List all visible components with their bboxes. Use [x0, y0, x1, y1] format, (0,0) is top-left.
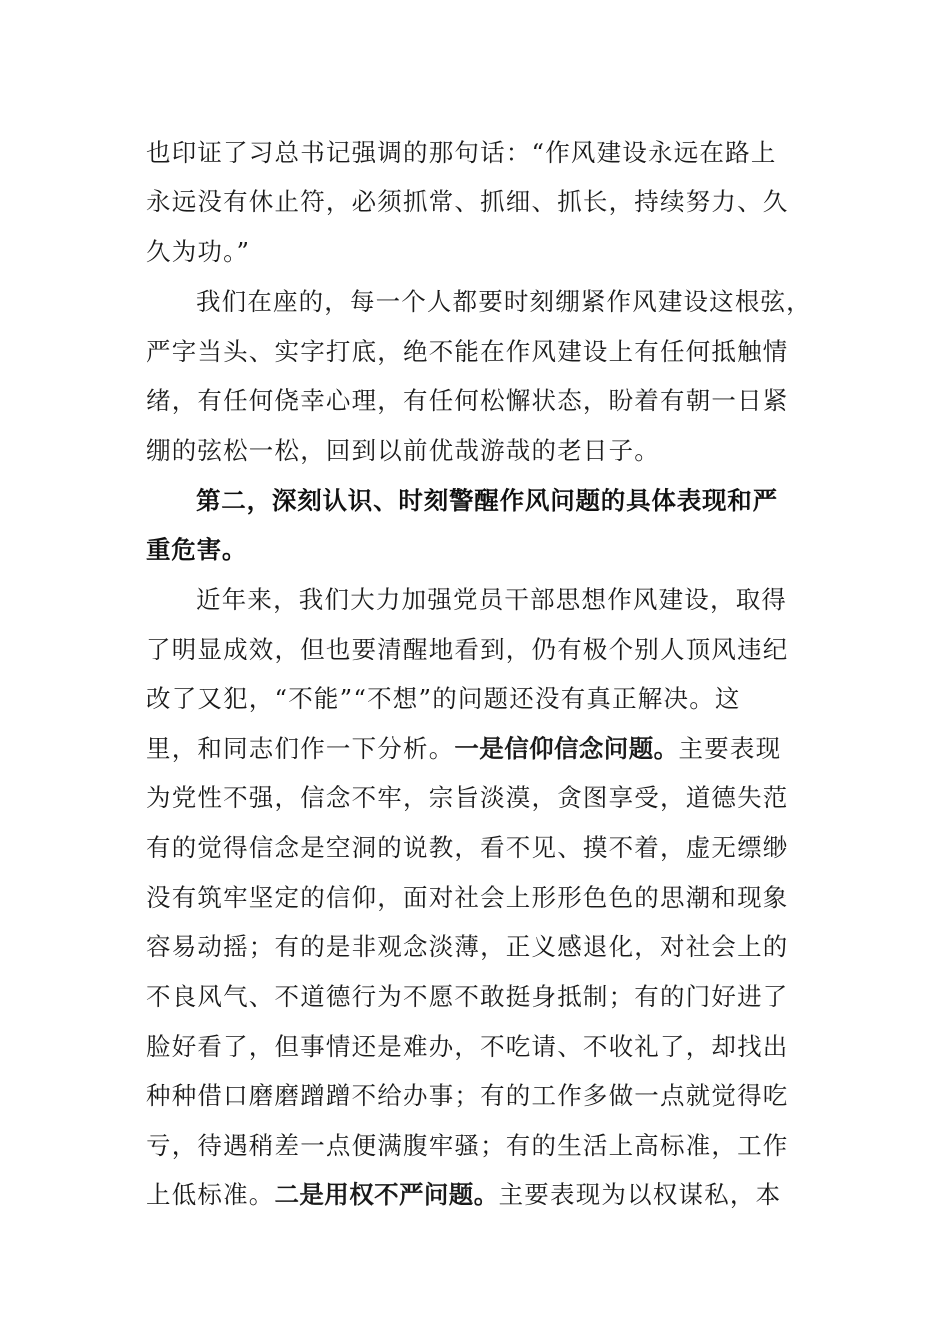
paragraph-2-line-2: 严字当头、实字打底，绝不能在作风建设上有任何抵触情 — [146, 337, 789, 366]
paragraph-1-line-3: 久为功。” — [146, 237, 251, 266]
paragraph-3-line-13 — [146, 1178, 781, 1212]
paragraph-3-line-3: 改了又犯，“不能”“不想”的问题还没有真正解决。这 — [146, 684, 741, 713]
section-heading-line-2: 重危害。 — [146, 535, 248, 564]
paragraph-3-line-9: 不良风气、不道德行为不愿不敢挺身抵制；有的门好进了 — [146, 982, 789, 1011]
paragraph-3-line-11: 种种借口磨磨蹭蹭不给办事；有的工作多做一点就觉得吃 — [146, 1081, 789, 1110]
paragraph-2-line-4: 绷的弦松一松，回到以前优哉游哉的老日子。 — [146, 436, 660, 465]
paragraph-2-line-3: 绪，有任何侥幸心理，有任何松懈状态，盼着有朝一日紧 — [146, 386, 789, 415]
paragraph-3-line-12: 亏，待遇稍差一点便满腹牢骚；有的生活上高标准，工作 — [146, 1131, 789, 1160]
paragraph-3-line-5: 为党性不强，信念不牢，宗旨淡漠，贪图享受，道德失范 — [146, 783, 789, 812]
line-13-text: 上低标准。 — [146, 1180, 275, 1209]
section-heading-line-1: 第二，深刻认识、时刻警醒作风问题的具体表现和严 — [196, 486, 778, 515]
line-4-text-tail: 主要表现 — [678, 734, 782, 763]
paragraph-3-line-4 — [146, 732, 781, 766]
paragraph-1-line-2: 永远没有休止符，必须抓常、抓细、抓长，持续努力、久 — [146, 187, 789, 216]
line-4-text: 里，和同志们作一下分析。 — [146, 734, 455, 763]
paragraph-3-line-6: 有的觉得信念是空洞的说教，看不见、摸不着，虚无缥缈 — [146, 833, 789, 862]
paragraph-1-line-1: 也印证了习总书记强调的那句话：“作风建设永远在路上 — [146, 138, 777, 167]
line-13-text-tail: 主要表现为以权谋私，本 — [498, 1180, 782, 1209]
paragraph-3-line-1: 近年来，我们大力加强党员干部思想作风建设，取得 — [196, 585, 788, 614]
paragraph-2-line-1: 我们在座的，每一个人都要时刻绷紧作风建设这根弦， — [196, 287, 812, 316]
point-two-bold-label: 二是用权不严问题。 — [274, 1180, 499, 1209]
paragraph-3-line-2: 了明显成效，但也要清醒地看到，仍有极个别人顶风违纪 — [146, 635, 789, 664]
paragraph-3-line-7: 没有筑牢坚定的信仰，面对社会上形形色色的思潮和现象 — [146, 883, 789, 912]
paragraph-3-line-10: 脸好看了，但事情还是难办，不吃请、不收礼了，却找出 — [146, 1032, 789, 1061]
paragraph-3-line-8: 容易动摇；有的是非观念淡薄，正义感退化，对社会上的 — [146, 932, 789, 961]
point-one-bold-label: 一是信仰信念问题。 — [454, 734, 679, 763]
